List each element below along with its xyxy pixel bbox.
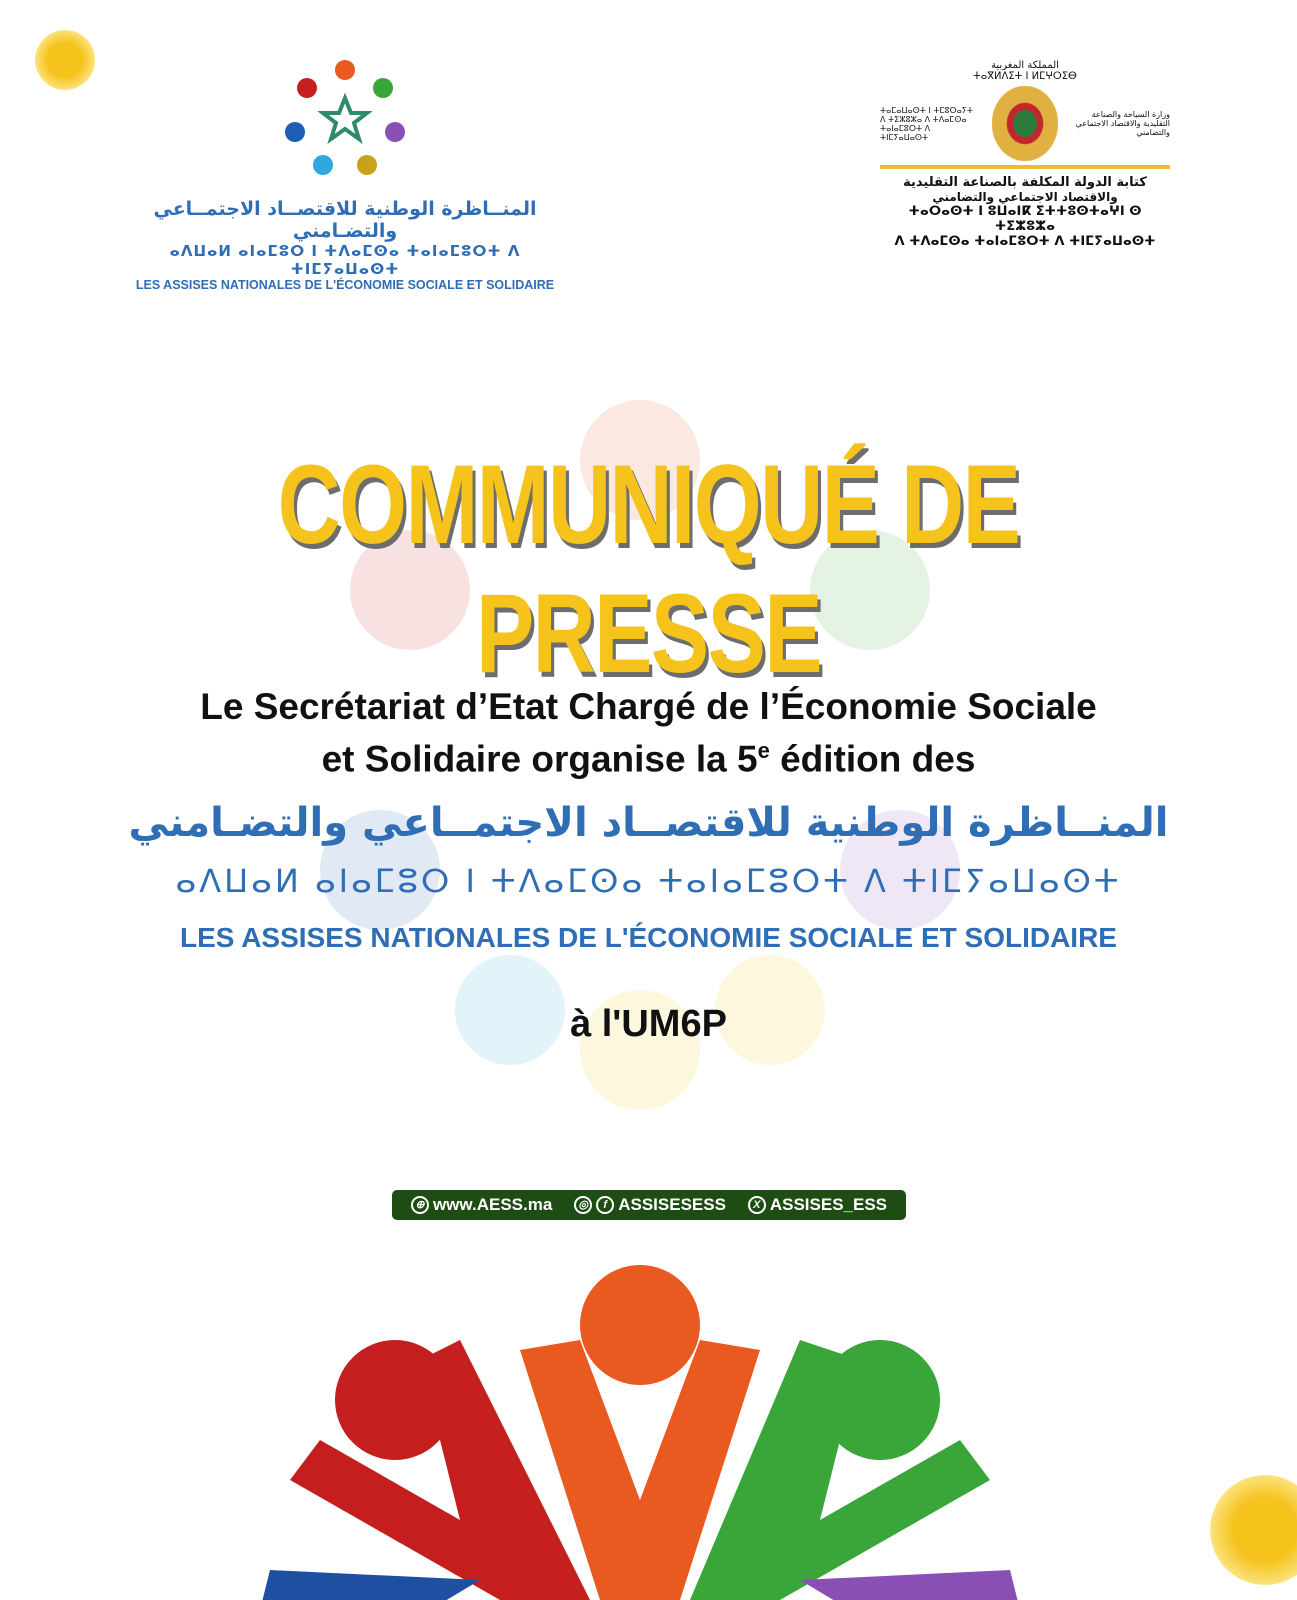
event-name-french: LES ASSISES NATIONALES DE L'ÉCONOMIE SOCIALE ET SOLIDAIRE: [180, 922, 1117, 953]
large-emblem-figures: [0, 1250, 1297, 1600]
x-link[interactable]: X ASSISES_ESS: [748, 1195, 887, 1215]
logo-tifinagh: ⴰⴷⵡⴰⵍ ⴰⵏⴰⵎⵓⵔ ⵏ ⵜⴷⴰⵎⵙⴰ ⵜⴰⵏⴰⵎⵓⵔⵜ ⴷ ⵜⵏⵎⵢⴰⵡⴰⵙⵜ: [169, 242, 521, 278]
ministry-logo: [880, 60, 1170, 249]
website-link[interactable]: ⊕ www.AESS.ma: [411, 1195, 552, 1215]
event-name-tifinagh: ⴰⴷⵡⴰⵍ ⴰⵏⴰⵎⵓⵔ ⵏ ⵜⴷⴰⵎⵙⴰ ⵜⴰⵏⴰⵎⵓⵔⵜ ⴷ ⵜⵏⵎⵢⴰⵡⴰⵙⵜ: [175, 862, 1122, 900]
page-title: COMMUNIQUÉ DE PRESSE: [277, 442, 1020, 696]
globe-icon: ⊕: [411, 1196, 429, 1214]
event-name-arabic: المنــاظرة الوطنية للاقتصــاد الاجتمــاعي والتضـامني: [128, 800, 1169, 846]
secretariat-arabic-2: والاقتصاد الاجتماعي والتضامني: [932, 190, 1118, 204]
assises-emblem-icon: [280, 55, 410, 185]
social-links-bar: [392, 1190, 906, 1220]
ministry-arabic: وزارة السياحة والصناعة التقليدية والاقتصاد الاجتماعي والتضامني: [1075, 110, 1170, 137]
x-icon: X: [748, 1196, 766, 1214]
flower-decoration-top-left: [35, 30, 95, 90]
coat-of-arms-icon: [992, 86, 1058, 161]
facebook-icon: f: [596, 1196, 614, 1214]
announcement-line-2: et Solidaire organise la 5e édition des: [321, 738, 976, 780]
ministry-tifinagh: ⵜⴰⵎⴰⵡⴰⵙⵜ ⵏ ⵜⵎⵓⵔⴰⵢⵜ ⴷ ⵜⵉⵣⵓⵣⴰ ⴷ ⵜⴷⴰⵎⵙⴰ ⵜⴰⵏⴰⵎⵓⵔⵜ ⴷ ⵜⵏⵎⵢⴰⵡⴰⵙⵜ: [880, 105, 973, 142]
announcement-text: [0, 685, 1297, 781]
kingdom-tifinagh: ⵜⴰⴳⵍⴷⵉⵜ ⵏ ⵍⵎⵖⵔⵉⴱ: [973, 71, 1077, 82]
secretariat-arabic-1: كتابة الدولة المكلفة بالصناعة التقليدية: [903, 175, 1147, 190]
secretariat-tifinagh-1: ⵜⴰⵔⴰⵙⵜ ⵏ ⵓⵡⴰⵏⴽ ⵉⵜⵜⵓⵙⵜⴰⵖⵏ ⵙ ⵜⵉⵣⵓⵣⴰ: [908, 204, 1142, 234]
event-location: à l'UM6P: [570, 1003, 727, 1045]
secretariat-tifinagh-2: ⴷ ⵜⴷⴰⵎⵙⴰ ⵜⴰⵏⴰⵎⵓⵔⵜ ⴷ ⵜⵏⵎⵢⴰⵡⴰⵙⵜ: [894, 234, 1156, 249]
announcement-line-1: Le Secrétariat d’Etat Chargé de l’Économie Sociale: [200, 686, 1097, 727]
logo-french: LES ASSISES NATIONALES DE L'ÉCONOMIE SOCIALE ET SOLIDAIRE: [135, 278, 555, 292]
assises-logo: [130, 55, 560, 292]
instagram-facebook-link[interactable]: ◎ f ASSISESESS: [574, 1195, 726, 1215]
kingdom-arabic: المملكة المغربية: [991, 60, 1059, 71]
logo-arabic: المنــاظرة الوطنية للاقتصــاد الاجتمــاعي والتضـامني: [153, 198, 537, 242]
instagram-icon: ◎: [574, 1196, 592, 1214]
divider: [880, 165, 1170, 169]
